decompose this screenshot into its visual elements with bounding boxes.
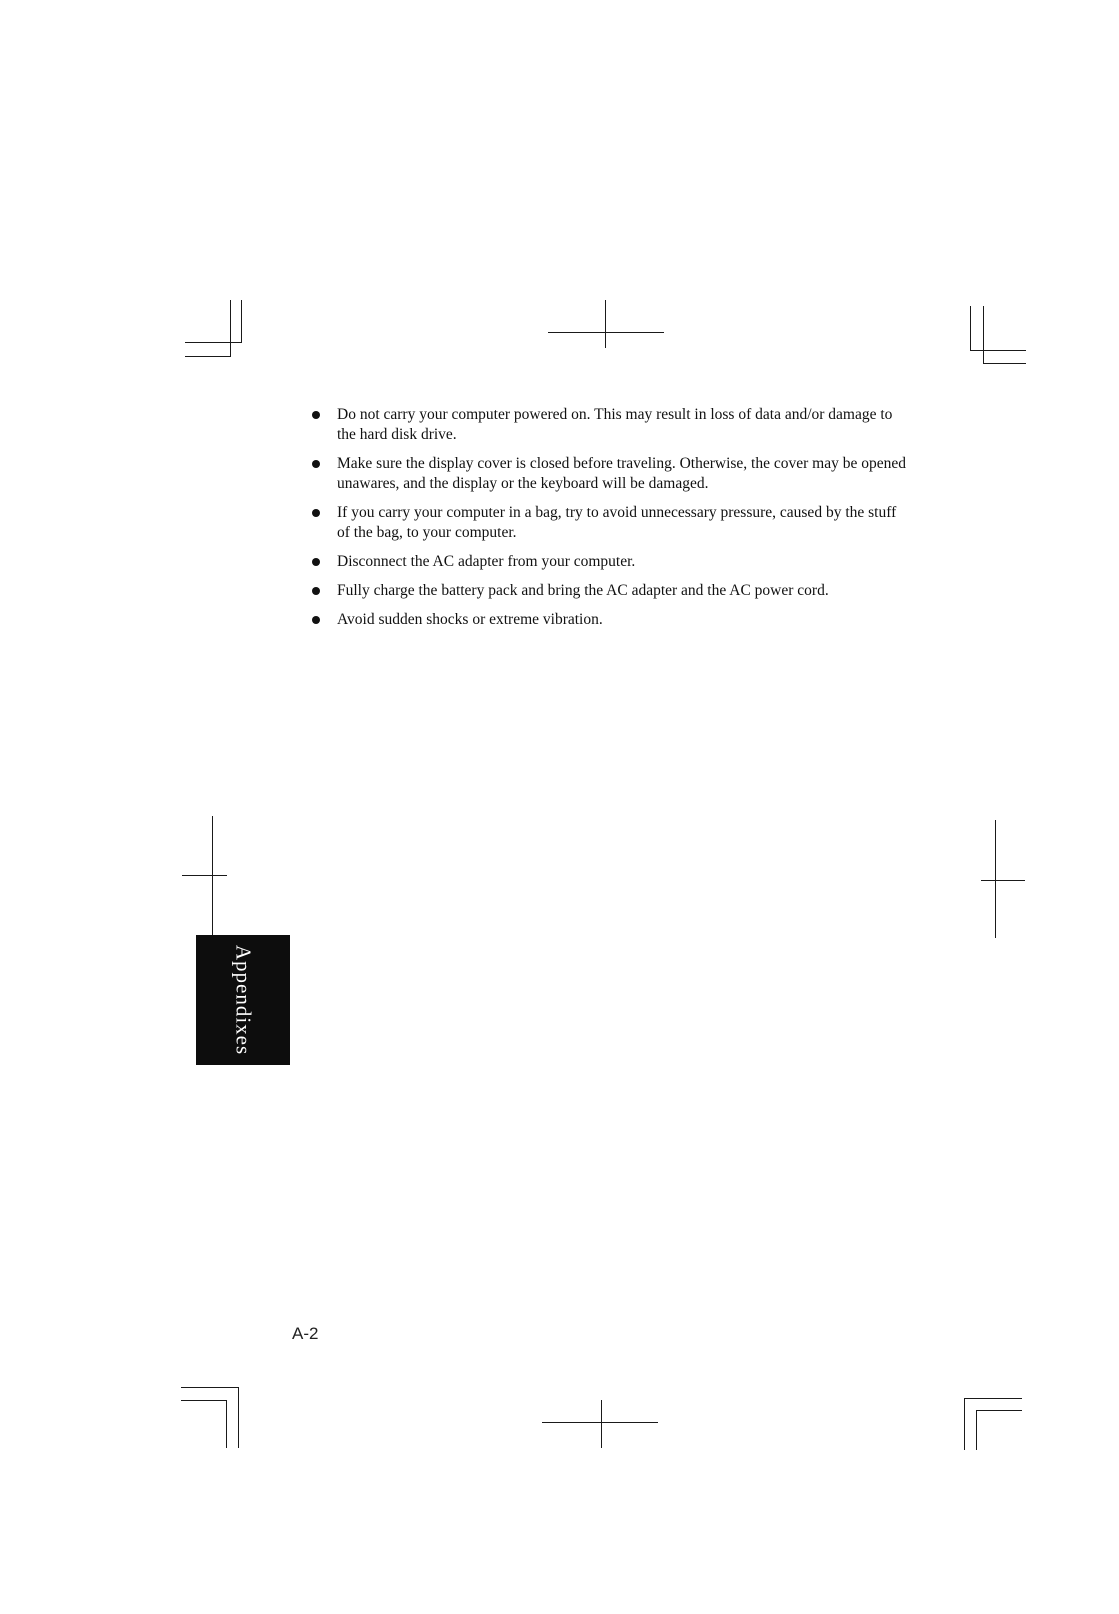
list-item-text: Do not carry your computer powered on. This may result in loss of data and/or damage to the hard disk drive. (337, 406, 893, 443)
bullet-icon (312, 411, 320, 419)
list-item-text: Disconnect the AC adapter from your computer. (337, 553, 636, 570)
bullet-icon (312, 460, 320, 468)
list-item (312, 454, 912, 494)
page-number: A-2 (292, 1324, 319, 1343)
list-item-text: Avoid sudden shocks or extreme vibration. (337, 611, 603, 628)
list-item (312, 503, 912, 543)
bullet-icon (312, 587, 320, 595)
bullet-icon (312, 509, 320, 517)
list-item (312, 405, 912, 445)
side-tab-label: Appendixes (231, 944, 256, 1056)
list-item (312, 610, 912, 630)
section-side-tab (196, 935, 290, 1065)
precautions-bullet-list (312, 405, 912, 639)
bullet-icon (312, 558, 320, 566)
list-item-text: Fully charge the battery pack and bring the AC adapter and the AC power cord. (337, 582, 829, 599)
list-item (312, 552, 912, 572)
list-item (312, 581, 912, 601)
list-item-text: If you carry your computer in a bag, try to avoid unnecessary pressure, caused by the stuff of the bag, to your computer. (337, 504, 897, 541)
bullet-icon (312, 616, 320, 624)
list-item-text: Make sure the display cover is closed before traveling. Otherwise, the cover may be opened unawares, and the display or the keyboard will be damaged. (337, 455, 906, 492)
